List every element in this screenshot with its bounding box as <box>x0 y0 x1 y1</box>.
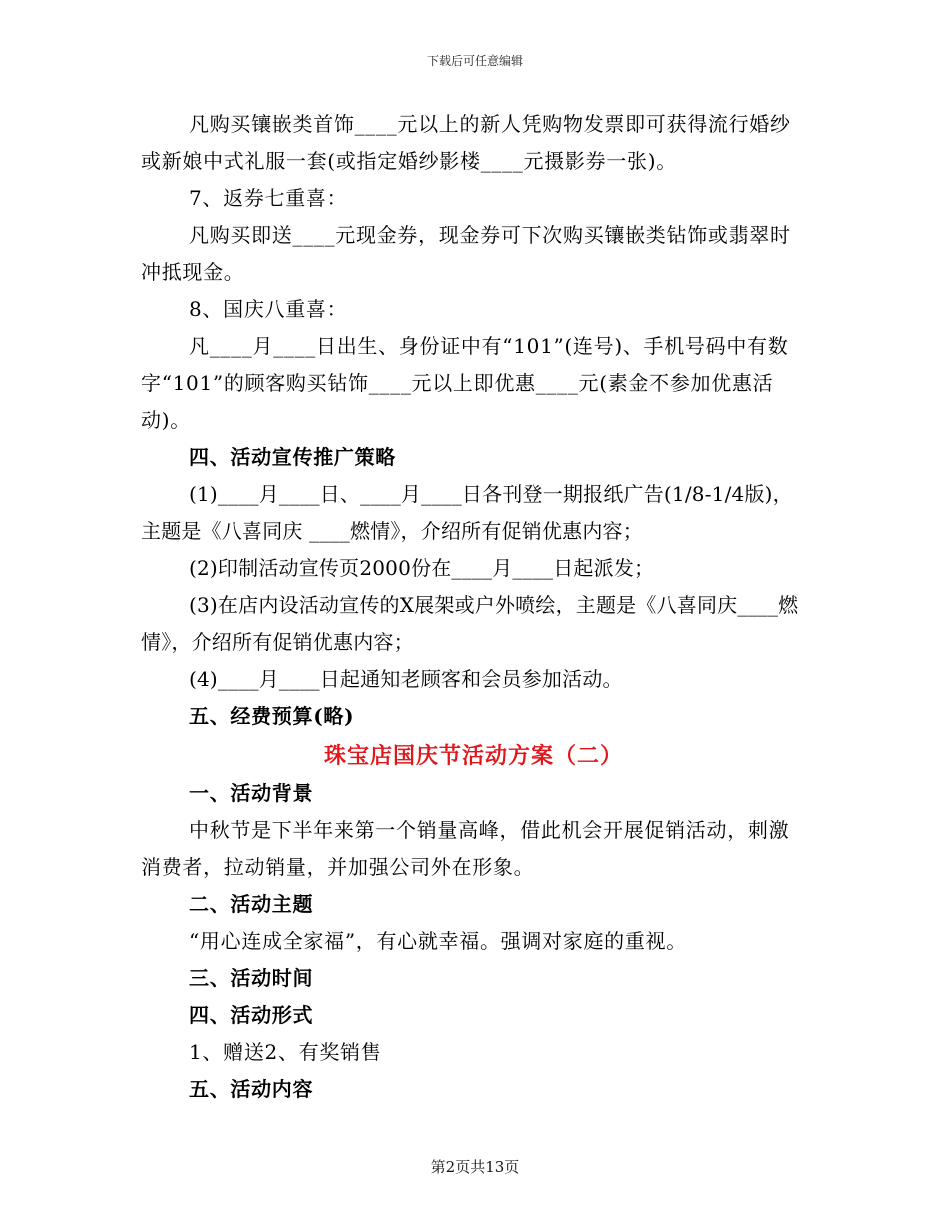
section-heading-format: 四、活动形式 <box>189 1003 314 1027</box>
page-number: 第2页共13页 <box>430 1158 520 1176</box>
paragraph-bridal-offer: 凡购买镶嵌类首饰____元以上的新人凭购物发票即可获得流行婚纱或新娘中式礼服一套(或指定婚纱影楼____元摄影券一张)。 <box>141 112 791 173</box>
section-heading-background: 一、活动背景 <box>189 781 314 805</box>
section-heading-promotion: 四、活动宣传推广策略 <box>189 445 396 469</box>
document-body <box>141 106 806 1108</box>
promotion-item-4: (4)____月____日起通知老顾客和会员参加活动。 <box>189 667 623 691</box>
heading-item-8: 8、国庆八重喜： <box>189 297 348 321</box>
heading-item-7: 7、返券七重喜： <box>189 186 348 210</box>
section-heading-content: 五、活动内容 <box>189 1077 314 1101</box>
document-title-part-2: 珠宝店国庆节活动方案（二） <box>323 743 623 769</box>
promotion-item-2: (2)印制活动宣传页2000份在____月____日起派发； <box>189 556 655 580</box>
section-heading-theme: 二、活动主题 <box>189 892 314 916</box>
paragraph-birthday-offer: 凡____月____日出生、身份证中有“101”(连号)、手机号码中有数字“101”的顾客购买钻饰____元以上即优惠____元(素金不参加优惠活动)。 <box>141 334 789 432</box>
page-header-note: 下载后可任意编辑 <box>426 54 523 68</box>
promotion-item-3: (3)在店内设活动宣传的X展架或户外喷绘，主题是《八喜同庆____燃情》，介绍所有促销优惠内容； <box>141 593 799 654</box>
paragraph-format: 1、赠送2、有奖销售 <box>189 1040 382 1064</box>
paragraph-voucher-offer: 凡购买即送____元现金券，现金券可下次购买镶嵌类钻饰或翡翠时冲抵现金。 <box>141 223 791 284</box>
paragraph-background: 中秋节是下半年来第一个销量高峰，借此机会开展促销活动，刺激消费者，拉动销量，并加强公司外在形象。 <box>141 818 790 879</box>
paragraph-theme: “用心连成全家福”，有心就幸福。强调对家庭的重视。 <box>189 929 687 953</box>
section-heading-time: 三、活动时间 <box>189 966 314 990</box>
section-heading-budget: 五、经费预算(略) <box>189 704 355 728</box>
promotion-item-1: (1)____月____日、____月____日各刊登一期报纸广告(1/8-1/4版)，主题是《八喜同庆 ____燃情》，介绍所有促销优惠内容； <box>141 482 793 543</box>
